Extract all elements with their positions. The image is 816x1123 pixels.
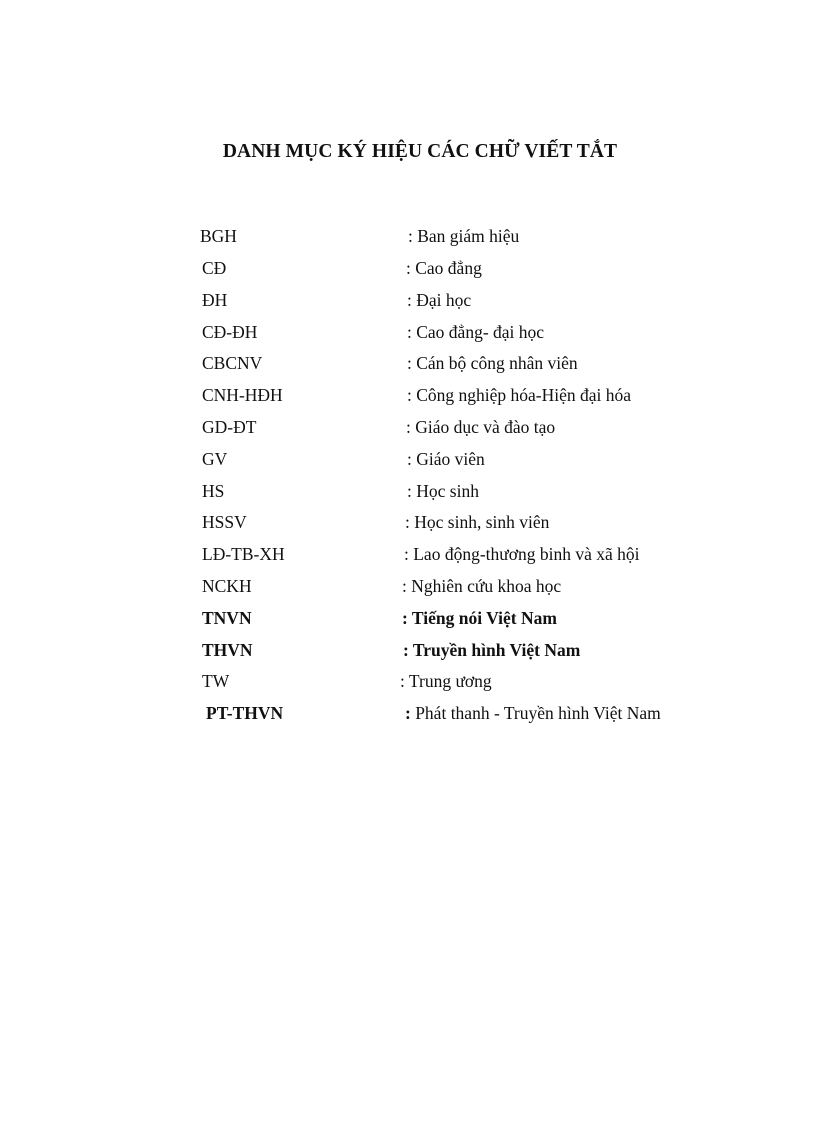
list-item (0, 574, 816, 598)
abbreviation-meaning: : Học sinh (407, 481, 479, 501)
abbreviation-meaning (405, 701, 661, 725)
page-title: DANH MỤC KÝ HIỆU CÁC CHỮ VIẾT TẮT (222, 141, 618, 162)
list-item (0, 288, 816, 312)
abbreviation: NCKH (202, 576, 252, 596)
abbreviation: BGH (200, 226, 237, 246)
abbreviation-meaning: : Học sinh, sinh viên (405, 512, 550, 532)
abbreviation: LĐ-TB-XH (202, 544, 285, 564)
list-item (0, 510, 816, 534)
abbreviation: ĐH (202, 290, 228, 310)
abbreviation-meaning-text: Phát thanh - Truyền hình Việt Nam (410, 703, 661, 723)
abbreviation-meaning: : Ban giám hiệu (408, 226, 520, 246)
list-item (0, 383, 816, 407)
abbreviation: GV (202, 449, 228, 469)
list-item (0, 638, 816, 662)
list-item (0, 351, 816, 375)
list-item (0, 606, 816, 630)
list-item (0, 447, 816, 471)
abbreviation: HSSV (202, 512, 247, 532)
list-item (0, 224, 816, 248)
abbreviation: TNVN (202, 608, 252, 628)
abbreviation-meaning: : Trung ương (400, 671, 492, 691)
abbreviation-meaning: : Lao động-thương binh và xã hội (404, 544, 640, 564)
list-item (0, 542, 816, 566)
abbreviation-meaning: : Nghiên cứu khoa học (402, 576, 562, 596)
abbreviation-meaning: : Đại học (407, 290, 472, 310)
abbreviation-meaning-colon: : (405, 703, 411, 723)
abbreviation: THVN (202, 640, 253, 660)
abbreviation-meaning: : Công nghiệp hóa-Hiện đại hóa (407, 385, 632, 405)
abbreviation: HS (202, 481, 225, 501)
list-item (0, 701, 816, 725)
abbreviation: TW (202, 671, 230, 691)
list-item (0, 320, 816, 344)
abbreviation-meaning: : Giáo viên (407, 449, 485, 469)
list-item (0, 669, 816, 693)
list-item (0, 256, 816, 280)
abbreviation-meaning: : Cao đẳng (406, 258, 482, 278)
abbreviation-meaning: : Cao đẳng- đại học (407, 322, 545, 342)
abbreviation: CNH-HĐH (202, 385, 283, 405)
abbreviation: GD-ĐT (202, 417, 257, 437)
abbreviation-meaning: : Tiếng nói Việt Nam (402, 608, 557, 628)
list-item (0, 479, 816, 503)
abbreviation-meaning: : Cán bộ công nhân viên (407, 353, 578, 373)
abbreviation-meaning: : Giáo dục và đào tạo (406, 417, 556, 437)
abbreviation: CĐ (202, 258, 227, 278)
abbreviation: CBCNV (202, 353, 263, 373)
abbreviation: CĐ-ĐH (202, 322, 258, 342)
abbreviation-meaning: : Truyền hình Việt Nam (403, 640, 581, 660)
list-item (0, 415, 816, 439)
abbreviation: PT-THVN (206, 703, 284, 723)
